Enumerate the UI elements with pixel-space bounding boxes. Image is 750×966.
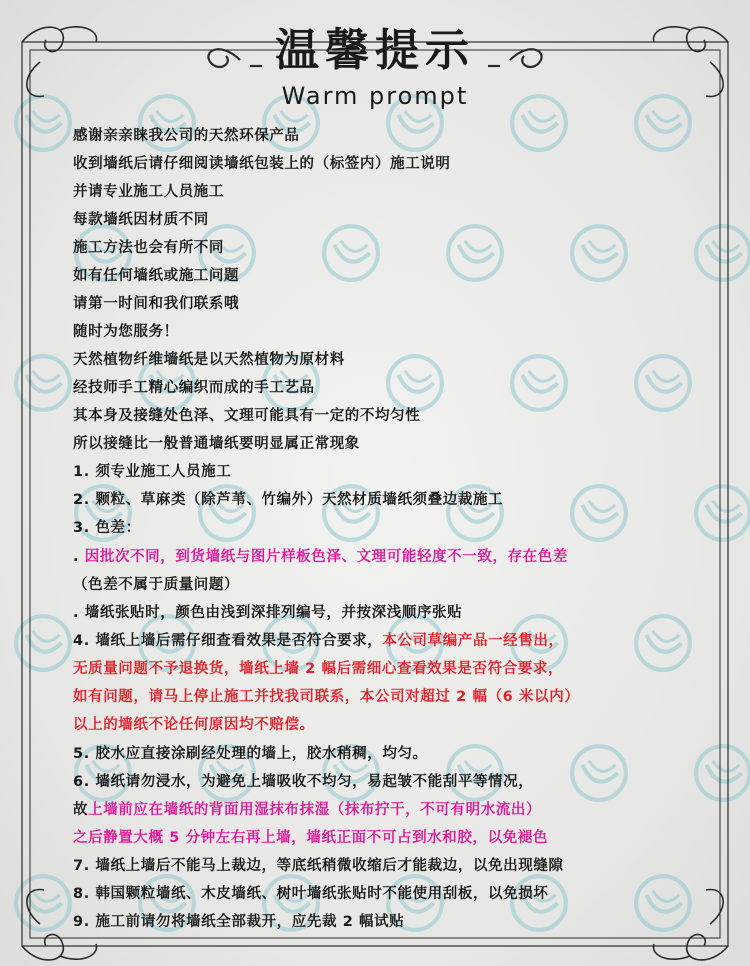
text-line: 如有任何墙纸或施工问题 (73, 268, 240, 284)
text-line: 其本身及接缝处色泽、文理可能具有一定的不均匀性 (73, 408, 421, 424)
watermark-logo-icon (692, 742, 750, 804)
text-line-highlight: 以上的墙纸不论任何原因均不赔偿。 (73, 717, 315, 733)
text-line: 2. 颗粒、草麻类（除芦苇、竹编外）天然材质墙纸须叠边裁施工 (73, 492, 504, 508)
text-line: 3. 色差： (73, 520, 141, 536)
text-line: 施工方法也会有所不同 (73, 240, 224, 256)
text-line-highlight: 故上墙前应在墙纸的背面用湿抹布抹湿（抹布拧干，不可有明水流出） (73, 802, 542, 818)
text-line: 经技师手工精心编织而成的手工艺品 (73, 380, 315, 396)
watermark-logo-icon (692, 482, 750, 544)
watermark-logo-icon (568, 482, 630, 544)
watermark-logo-icon (568, 742, 630, 804)
page-subtitle: Warm prompt (281, 82, 469, 110)
watermark-logo-icon (12, 872, 74, 934)
watermark-logo-icon (568, 222, 630, 284)
watermark-logo-icon (320, 222, 382, 284)
text-line-highlight: 之后静置大概 5 分钟左右再上墙，墙纸正面不可占到水和胶，以免褪色 (73, 830, 548, 846)
text-line-highlight: 无质量问题不予退换货，墙纸上墙 2 幅后需细心查看效果是否符合要求， (73, 661, 564, 677)
text-line: 每款墙纸因材质不同 (73, 212, 209, 228)
text-line: 9. 施工前请勿将墙纸全部裁开，应先裁 2 幅试贴 (73, 914, 405, 930)
watermark-logo-icon (632, 612, 694, 674)
text-line-highlight: . 因批次不同，到货墙纸与图片样板色泽、文理可能轻度不一致，存在色差 (73, 549, 568, 565)
text-line: 感谢亲亲睐我公司的天然环保产品 (73, 128, 300, 144)
text-line: 6. 墙纸请勿浸水，为避免上墙吸收不均匀，易起皱不能刮平等情况， (73, 774, 534, 790)
text-line: 请第一时间和我们联系哦 (73, 296, 240, 312)
text-line-highlight: 4. 墙纸上墙后需仔细查看效果是否符合要求，本公司草编产品一经售出， (73, 633, 564, 649)
text-line: 并请专业施工人员施工 (73, 184, 224, 200)
watermark-logo-icon (444, 222, 506, 284)
watermark-logo-icon (632, 872, 694, 934)
text-line: 5. 胶水应直接涂刷经处理的墙上，胶水稍稠，均匀。 (73, 746, 428, 762)
watermark-logo-icon (692, 222, 750, 284)
page-title: 温馨提示 (275, 25, 475, 76)
text-line: 随时为您服务！ (73, 324, 179, 340)
text-line: 8. 韩国颗粒墙纸、木皮墙纸、树叶墙纸张贴时不能使用刮板，以免损坏 (73, 886, 549, 902)
watermark-logo-icon (632, 352, 694, 414)
watermark-logo-icon (12, 612, 74, 674)
text-line-highlight: 如有问题，请马上停止施工并找我司联系，本公司对超过 2 幅（6 米以内） (73, 689, 580, 705)
watermark-logo-icon (508, 352, 570, 414)
text-line: 天然植物纤维墙纸是以天然植物为原材料 (73, 352, 345, 368)
text-line: 所以接缝比一般普通墙纸要明显属正常现象 (73, 436, 360, 452)
text-line: 收到墙纸后请仔细阅读墙纸包装上的（标签内）施工说明 (73, 156, 451, 172)
text-line: . 墙纸张贴时，颜色由浅到深排列编号，并按深浅顺序张贴 (73, 605, 463, 621)
text-line: 1. 须专业施工人员施工 (73, 464, 232, 480)
text-line: （色差不属于质量问题） (73, 577, 240, 593)
text-line: 7. 墙纸上墙后不能马上裁边，等底纸稍微收缩后才能裁边，以免出现缝隙 (73, 858, 564, 874)
watermark-logo-icon (12, 352, 74, 414)
